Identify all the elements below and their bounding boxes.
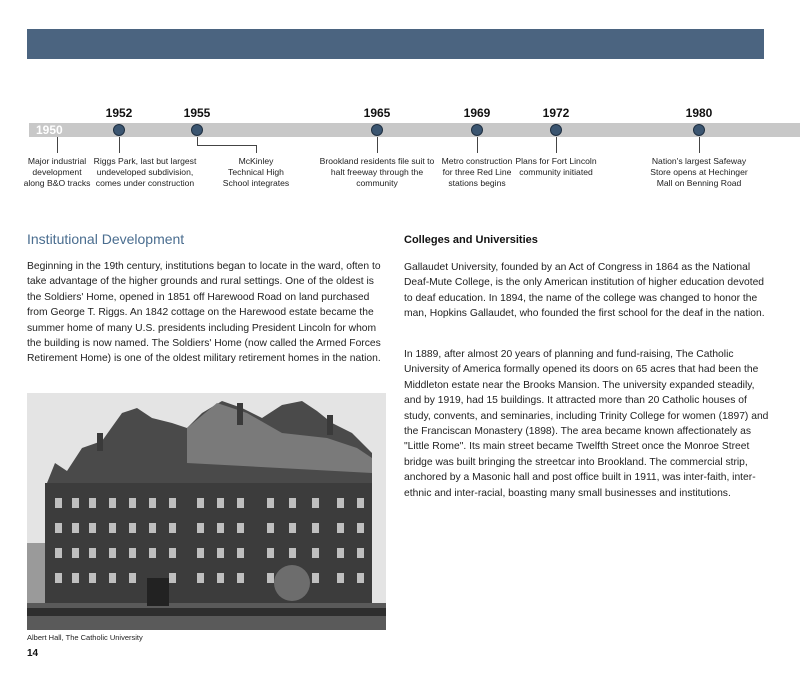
timeline-event-1952: Riggs Park, last but largest undeveloped subdivision, comes under construction	[93, 156, 197, 188]
timeline-event-1972: Plans for Fort Lincoln community initiated	[515, 156, 597, 177]
timeline-tick	[57, 137, 58, 153]
timeline-tick	[197, 137, 198, 145]
institutional-development-paragraph: Beginning in the 19th century, institutions began to locate in the ward, often to take advantage of the higher grounds and rural settings. One of the oldest is the Soldiers' Home, opened in 1851 off Harewood Road on land purchased from George T. Riggs. An 1842 cottage on the Harewood estate became the summer home of many U.S. presidents including President Lincoln for whom the building is now named. The Soldiers' Home (now called the Armed Forces Retirement Home) is one of the oldest military retirement homes in the nation.	[27, 261, 381, 365]
timeline-year-1980: 1980	[685, 106, 713, 120]
timeline-event-1950: Major industrial development along B&O tracks	[23, 156, 91, 188]
timeline-marker-1952	[113, 124, 125, 136]
timeline-marker-1969	[471, 124, 483, 136]
photo-caption: Albert Hall, The Catholic University	[27, 633, 143, 642]
timeline-marker-1972	[550, 124, 562, 136]
timeline-tick	[556, 137, 557, 153]
timeline-event-1965: Brookland residents file suit to halt freeway through the community	[319, 156, 435, 188]
timeline-tick	[256, 145, 257, 153]
timeline-marker-1980	[693, 124, 705, 136]
section-title-colleges-universities: Colleges and Universities	[404, 234, 538, 246]
timeline-year-1969: 1969	[463, 106, 491, 120]
timeline-year-1955: 1955	[183, 106, 211, 120]
timeline-marker-1955	[191, 124, 203, 136]
timeline-tick	[377, 137, 378, 153]
catholic-university-paragraph: In 1889, after almost 20 years of planning and fund-raising, The Catholic University of America formally opened its doors on 65 acres that had been the Middleton estate near the Brooks Mansion. The university expanded steadily, and by 1919, had 15 buildings. It attracted more than 20 Catholic houses of study, convents, and seminaries, including Trinity College for women (1897) and the Franciscan Monastery (1898). The area became known affectionately as "Little Rome". Its main street became Twelfth Street once the Monroe Street bridge was built bringing the streetcar into Brookland. The commercial strip, anchored by a Masonic hall and post office built in 1911, was inter-faith, inter-ethnic and inter-racial, boasting many small businesses and institutions.	[404, 349, 769, 499]
timeline-tick	[119, 137, 120, 153]
timeline-event-1980: Nation's largest Safeway Store opens at Hechinger Mall on Benning Road	[650, 156, 748, 188]
header-banner	[27, 29, 764, 59]
timeline-year-1972: 1972	[542, 106, 570, 120]
timeline-event-1955: McKinley Technical High School integrates	[222, 156, 290, 188]
timeline-marker-1965	[371, 124, 383, 136]
albert-hall-photo	[27, 393, 386, 630]
page-number: 14	[27, 648, 39, 659]
section-title-institutional-development: Institutional Development	[27, 231, 185, 247]
albert-hall-illustration	[27, 393, 386, 630]
timeline-event-1969: Metro construction for three Red Line stations begins	[441, 156, 513, 188]
timeline-bar	[29, 123, 800, 137]
timeline-tick	[699, 137, 700, 153]
timeline-year-1952: 1952	[105, 106, 133, 120]
timeline-tick	[477, 137, 478, 153]
timeline-year-1965: 1965	[363, 106, 391, 120]
timeline-start-year: 1950	[36, 123, 63, 137]
gallaudet-paragraph: Gallaudet University, founded by an Act of Congress in 1864 as the National Deaf-Mute College, is the only American institution of higher education devoted to deaf education. In 1894, the name of the college was changed to honor the man, Hopkins Gallaudet, who founded the first school for the deaf in the nation.	[404, 262, 765, 320]
timeline-connector	[197, 145, 257, 146]
